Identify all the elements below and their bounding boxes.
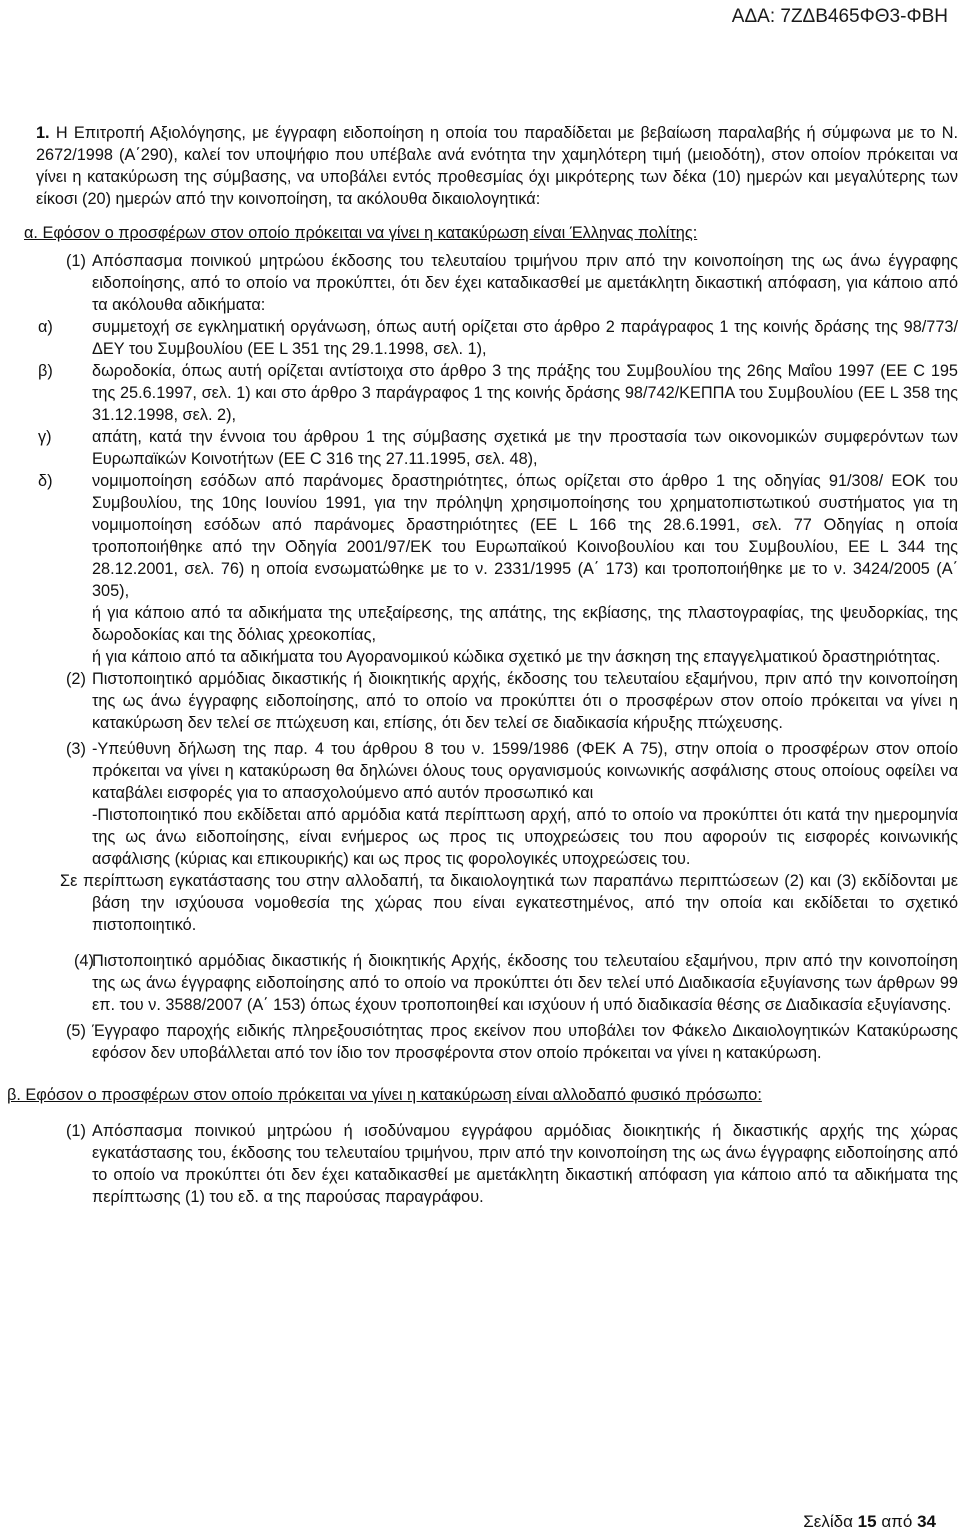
alpha-item-4 [38,950,958,1016]
offence-text: συμμετοχή σε εγκληματική οργάνωση, όπως αυτή ορίζεται στο άρθρο 2 παράγραφος 1 της κοινής δράσης της 98/773/ΔΕΥ του Συμβουλίου (ΕΕ L 351 της 29.1.1998, σελ. 1), [92,318,958,358]
offence-a [38,316,958,360]
item-label: (1) [66,1122,86,1140]
page-number: 15 [857,1512,877,1531]
item-text-b: -Πιστοποιητικό που εκδίδεται από αρμόδια κατά περίπτωση αρχή, από το οποίο να προκύπτει ότι κατά την ημερομηνία της ως άνω ειδοποίησης, είναι ενήμερος ως προς τις υποχρεώσεις του που αφορούν τις εισφορές κοινωνικής ασφάλισης (κύριας και επικουρικής) και ως προς τις φορολογικές υποχρεώσεις του. [92,806,958,868]
offence-b [38,360,958,426]
section-number: 1. [36,124,50,142]
offence-c [38,426,958,470]
alpha-item-5 [38,1020,958,1064]
or-clause-2-text: ή για κάποιο από τα αδικήματα του Αγορανομικού κώδικα σχετικό με την άσκηση της επαγγελματικού δραστηριότητας. [92,648,941,666]
beta-heading: β. Εφόσον ο προσφέρων στον οποίο πρόκειται να γίνει η κατακύρωση είναι αλλοδαπό φυσικό πρόσωπο: [7,1086,762,1104]
document-body [7,122,958,1208]
offence-label: α) [38,318,53,336]
of-word: από [881,1512,913,1531]
offence-label: γ) [38,428,52,446]
item-label: (1) [66,252,86,270]
offence-label: δ) [38,472,53,490]
or-clause-1 [38,602,958,646]
item-text: Πιστοποιητικό αρμόδιας δικαστικής ή διοικητικής αρχής, έκδοσης του τελευταίου εξαμήνου, πριν από την κοινοποίηση της ως άνω έγγραφης ειδοποίησης, από το οποίο να προκύπτει ότι ο προσφέρων στον οποίο πρόκειται να γίνει η κατακύρωση δεν τελεί σε πτώχευση και, επίσης, ότι δεν τελεί σε διαδικασία κήρυξης πτώχευσης. [92,670,958,732]
item-text: Πιστοποιητικό αρμόδιας δικαστικής ή διοικητικής Αρχής, έκδοσης του τελευταίου εξαμήνου, πριν από την κοινοποίηση της ως άνω έγγραφης ειδοποίησης από το οποίο να προκύπτει ότι δεν τελεί υπό Διαδικασία εξυγίανσης των άρθρων 99 επ. του ν. 3588/2007 (Α΄ 153) όπως έχουν τροποποιηθεί και ισχύουν ή υπό διαδικασία θέσης σε Διαδικασία εξυγίανσης. [92,952,958,1014]
alpha-item-1 [38,250,958,316]
item-text: Έγγραφο παροχής ειδικής πληρεξουσιότητας προς εκείνον που υποβάλει τον Φάκελο Δικαιολογητικών Κατακύρωσης εφόσον δεν υποβάλλεται από τον ίδιο τον προσφέροντα στον οποίο πρόκειται να γίνει η κατακύρωση. [92,1022,958,1062]
page-footer [803,1512,936,1532]
alpha-item-3-certificate [38,804,958,870]
or-clause-2 [38,646,958,668]
alpha-item-2 [38,668,958,734]
offence-label: β) [38,362,53,380]
item-label: (5) [66,1022,86,1040]
section-1-text: Η Επιτροπή Αξιολόγησης, με έγγραφη ειδοποίηση η οποία του παραδίδεται με βεβαίωση παραλαβής ή σύμφωνα με το Ν. 2672/1998 (Α΄290), καλεί τον υποψήφιο που υπέβαλε ανά ενότητα την χαμηλότερη τιμή (μειοδότη), στον οποίον πρόκειται να γίνει η κατακύρωση της σύμβασης, να υποβάλει εντός προθεσμίας όχι μικρότερης των δέκα (10) ημερών και μεγαλύτερης των είκοσι (20) ημερών από την κοινοποίηση, τα ακόλουθα δικαιολογητικά: [36,124,958,208]
offence-text: νομιμοποίηση εσόδων από παράνομες δραστηριότητες, όπως ορίζεται στο άρθρο 1 της οδηγίας 91/308/ ΕΟΚ του Συμβουλίου, της 10ης Ιουνίου 1991, για την πρόληψη χρησιμοποίησης του χρηματοπιστωτικού συστήματος για τη νομιμοποίηση εσόδων από παράνομες δραστηριότητες (ΕΕ L 166 της 28.6.1991, σελ. 77 Οδηγίας η οποία τροποποιήθηκε από την Οδηγία 2001/97/ΕΚ του Ευρωπαϊκού Κοινοβουλίου και του Συμβουλίου, ΕΕ L 344 της 28.12.2001, σελ. 76) η οποία ενσωματώθηκε με το ν. 2331/1995 (Α΄ 173) και τροποποιήθηκε με το ν. 3424/2005 (Α΄ 305), [92,472,958,600]
establishment-note-text: Σε περίπτωση εγκατάστασης του στην αλλοδαπή, τα δικαιολογητικά των παραπάνω περιπτώσεων (2) και (3) εκδίδονται με βάση την ισχύουσα νομοθεσία της χώρας που είναι εγκατεστημένος, από την οποία και εκδίδεται το σχετικό πιστοποιητικό. [60,872,958,934]
item-text-a: -Υπεύθυνη δήλωση της παρ. 4 του άρθρου 8 του ν. 1599/1986 (ΦΕΚ Α 75), στην οποία ο προσφέρων στον οποίο πρόκειται να γίνει η κατακύρωση θα δηλώνει όλους τους οργανισμούς κοινωνικής ασφάλισης στους οποίους οφείλει να καταβάλει εισφορές για το απασχολούμενο από αυτόν προσωπικό και [92,740,958,802]
offence-text: δωροδοκία, όπως αυτή ορίζεται αντίστοιχα στο άρθρο 3 της πράξης του Συμβουλίου της 26ης Μαΐου 1997 (ΕΕ C 195 της 25.6.1997, σελ. 1) και στο άρθρο 3 παράγραφος 1 της κοινής δράσης 98/742/ΚΕΠΠΑ του Συμβουλίου (ΕΕ L 358 της 31.12.1998, σελ. 2), [92,362,958,424]
item-text: Απόσπασμα ποινικού μητρώου έκδοσης του τελευταίου τριμήνου πριν από την κοινοποίηση της ως άνω έγγραφης ειδοποίησης, από το οποίο να προκύπτει, ότι δεν έχει καταδικασθεί με αμετάκλητη δικαστική απόφαση, για κάποιο από τα ακόλουθα αδικήματα: [92,252,958,314]
item-label: (2) [66,670,86,688]
or-clause-1-text: ή για κάποιο από τα αδικήματα της υπεξαίρεσης, της απάτης, της εκβίασης, της πλαστογραφίας, της ψευδορκίας, της δωροδοκίας και της δόλιας χρεοκοπίας, [92,604,958,644]
alpha-item-3 [38,738,958,804]
offence-d [38,470,958,602]
section-1-paragraph [36,122,958,210]
item-label: (3) [66,740,86,758]
page-word: Σελίδα [803,1512,853,1531]
item-label: (4) [74,952,94,970]
alpha-heading: α. Εφόσον ο προσφέρων στον οποίο πρόκειται να γίνει η κατακύρωση είναι Έλληνας πολίτης: [24,224,698,242]
offence-text: απάτη, κατά την έννοια του άρθρου 1 της σύμβασης σχετικά με την προστασία των οικονομικών συμφερόντων των Ευρωπαϊκών Κοινοτήτων (ΕΕ C 316 της 27.11.1995, σελ. 48), [92,428,958,468]
total-pages: 34 [917,1512,936,1531]
establishment-note [38,870,958,936]
beta-item-1 [38,1120,958,1208]
ada-code: ΑΔΑ: 7ΖΔΒ465ΦΘ3-ΦΒΗ [731,6,948,27]
item-text: Απόσπασμα ποινικού μητρώου ή ισοδύναμου εγγράφου αρμόδιας διοικητικής ή δικαστικής αρχής της χώρας εγκατάστασης του, έκδοσης του τελευταίου τριμήνου, πριν από την κοινοποίηση της ως άνω έγγραφης ειδοποίησης από το οποίο να προκύπτει ότι δεν έχει καταδικασθεί με αμετάκλητη δικαστική απόφαση για κάποιο από τα αδικήματα της περίπτωσης (1) του εδ. α της παρούσας παραγράφου. [92,1122,958,1206]
